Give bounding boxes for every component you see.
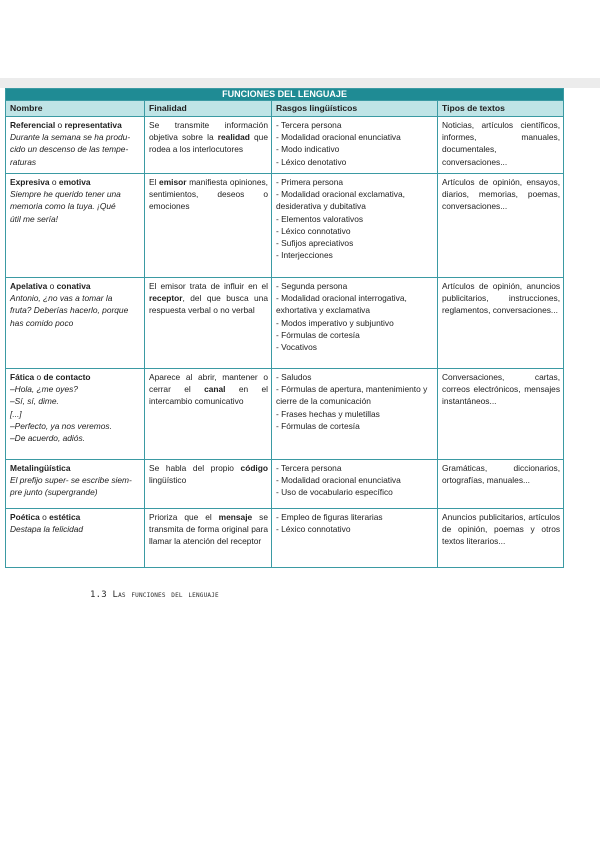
traits-cell <box>272 509 438 568</box>
row-name-cell <box>6 369 145 460</box>
purpose-keyword: receptor <box>149 293 183 304</box>
table-row <box>6 117 564 174</box>
traits-cell <box>272 460 438 509</box>
purpose-text: que rodea a los interlocutores <box>149 132 268 155</box>
trait-item: - Léxico connotativo <box>276 225 351 236</box>
purpose-keyword: mensaje <box>218 512 253 522</box>
purpose-cell <box>145 460 272 509</box>
text-types-cell: Artículos de opinión, ensayos, diarios, memorias, poemas, conversaciones... <box>438 174 564 278</box>
example-line: pre junto (supergrande) <box>10 487 98 498</box>
purpose-text: , del que busca una respuesta verbal o no verbal <box>149 293 268 316</box>
trait-item: - Léxico denotativo <box>276 156 347 167</box>
example-line: fruta? Deberías hacerlo, porque <box>10 305 129 316</box>
function-name: Expresiva <box>10 177 50 187</box>
example-line: raturas <box>10 156 37 167</box>
example-line: Siempre he querido tener una <box>10 189 121 200</box>
trait-item: - Interjecciones <box>276 250 333 261</box>
text-types-cell: Artículos de opinión, anuncios publicitarios, instrucciones, reglamentos, conversaciones... <box>438 278 564 369</box>
trait-item: - Modalidad oracional exclamativa, desiderativa y dubitativa <box>276 189 405 212</box>
function-name: Poética <box>10 512 40 522</box>
table-row <box>6 460 564 509</box>
header-rasgos: Rasgos lingüísticos <box>272 101 438 117</box>
example-line: –De acuerdo, adiós. <box>10 433 85 444</box>
trait-item: - Saludos <box>276 372 312 382</box>
purpose-keyword: realidad <box>217 132 250 143</box>
trait-item: - Frases hechas y muletillas <box>276 408 380 419</box>
trait-item: - Modo indicativo <box>276 144 340 155</box>
function-name: Referencial <box>10 120 56 130</box>
trait-item: - Modalidad oracional enunciativa <box>276 132 401 143</box>
trait-item: - Empleo de figuras literarias <box>276 512 383 522</box>
purpose-text: Prioriza que el <box>149 512 219 522</box>
purpose-text: se transmita de forma original para llamar la atención del receptor <box>149 512 268 547</box>
header-nombre: Nombre <box>6 101 145 117</box>
purpose-cell <box>145 174 272 278</box>
trait-item: - Primera persona <box>276 177 344 187</box>
table-title: FUNCIONES DEL LENGUAJE <box>6 89 564 101</box>
traits-cell <box>272 117 438 174</box>
trait-item: - Fórmulas de cortesía <box>276 329 360 340</box>
function-alt-name: estética <box>49 512 81 522</box>
example-line: Destapa la felicidad <box>10 524 84 535</box>
function-connector: o <box>36 372 42 382</box>
trait-item: - Segunda persona <box>276 281 348 291</box>
text-types-cell: Noticias, artículos científicos, informes, manuales, documentales, conversaciones... <box>438 117 564 174</box>
example-line: útil me sería! <box>10 213 58 224</box>
trait-item: - Tercera persona <box>276 463 342 473</box>
function-alt-name: de contacto <box>43 372 91 382</box>
example-line: –Sí, sí, dime. <box>10 396 59 407</box>
row-name-cell <box>6 509 145 568</box>
traits-cell <box>272 278 438 369</box>
purpose-cell <box>145 509 272 568</box>
traits-cell <box>272 369 438 460</box>
trait-item: - Modalidad oracional interrogativa, exhortativa y exclamativa <box>276 293 407 316</box>
table-row <box>6 278 564 369</box>
row-name-cell <box>6 278 145 369</box>
purpose-text: lingüístico <box>149 475 187 486</box>
example-line: memoria como la tuya. ¡Qué <box>10 201 116 212</box>
function-connector: o <box>42 512 47 522</box>
function-name: Metalingüística <box>10 463 71 473</box>
purpose-keyword: canal <box>204 384 226 395</box>
function-alt-name: emotiva <box>58 177 91 187</box>
trait-item: - Fórmulas de apertura, mantenimiento y cierre de la comunicación <box>276 384 428 407</box>
figure-caption: 1.3 Las funciones del lenguaje <box>90 590 219 600</box>
row-name-cell <box>6 174 145 278</box>
text-types-cell: Anuncios publicitarios, artículos de opinión, poemas y otros textos literarios... <box>438 509 564 568</box>
purpose-text: El <box>149 177 160 187</box>
purpose-cell <box>145 369 272 460</box>
function-connector: o <box>57 120 63 130</box>
table-row <box>6 174 564 278</box>
function-connector: o <box>51 177 57 187</box>
text-types-cell: Conversaciones, cartas, correos electrónicos, mensajes instantáneos... <box>438 369 564 460</box>
header-tipos: Tipos de textos <box>438 101 564 117</box>
purpose-keyword: emisor <box>159 177 187 187</box>
trait-item: - Elementos valorativos <box>276 213 364 224</box>
function-name: Fática <box>10 372 35 382</box>
function-connector: o <box>49 281 55 291</box>
purpose-text: manifiesta opiniones, sentimientos, deseos o emociones <box>149 177 268 212</box>
trait-item: - Léxico connotativo <box>276 524 351 535</box>
purpose-cell <box>145 278 272 369</box>
function-alt-name: representativa <box>64 120 122 130</box>
page-top-band <box>0 78 600 88</box>
function-name: Apelativa <box>10 281 48 291</box>
header-finalidad: Finalidad <box>145 101 272 117</box>
example-line: has comido poco <box>10 317 74 328</box>
purpose-text: El emisor trata de influir en el <box>149 281 268 291</box>
function-alt-name: conativa <box>56 281 91 291</box>
purpose-cell <box>145 117 272 174</box>
purpose-text: Se habla del propio <box>149 463 241 473</box>
example-line: El prefijo super- se escribe siem- <box>10 475 132 486</box>
table-row <box>6 369 564 460</box>
row-name-cell <box>6 460 145 509</box>
example-line: –Perfecto, ya nos veremos. <box>10 420 112 431</box>
purpose-text: en el intercambio comunicativo <box>149 384 268 407</box>
purpose-text: Se transmite información objetiva sobre la <box>149 120 268 143</box>
example-line: Durante la semana se ha produ- <box>10 132 131 143</box>
language-functions-table <box>5 88 564 568</box>
text-types-cell: Gramáticas, diccionarios, ortografías, manuales... <box>438 460 564 509</box>
table-row <box>6 509 564 568</box>
trait-item: - Sufijos apreciativos <box>276 238 354 249</box>
trait-item: - Uso de vocabulario específico <box>276 487 393 498</box>
traits-cell <box>272 174 438 278</box>
trait-item: - Fórmulas de cortesía <box>276 420 360 431</box>
example-line: cido un descenso de las tempe- <box>10 144 129 155</box>
row-name-cell <box>6 117 145 174</box>
purpose-text: Aparece al abrir, mantener o cerrar el <box>149 372 268 395</box>
trait-item: - Modos imperativo y subjuntivo <box>276 317 394 328</box>
trait-item: - Tercera persona <box>276 120 342 130</box>
trait-item: - Vocativos <box>276 342 317 353</box>
example-line: [...] <box>10 408 22 419</box>
purpose-keyword: código <box>240 463 268 473</box>
example-line: Antonio, ¿no vas a tomar la <box>10 293 113 304</box>
trait-item: - Modalidad oracional enunciativa <box>276 475 401 486</box>
example-line: –Hola, ¿me oyes? <box>10 384 78 395</box>
